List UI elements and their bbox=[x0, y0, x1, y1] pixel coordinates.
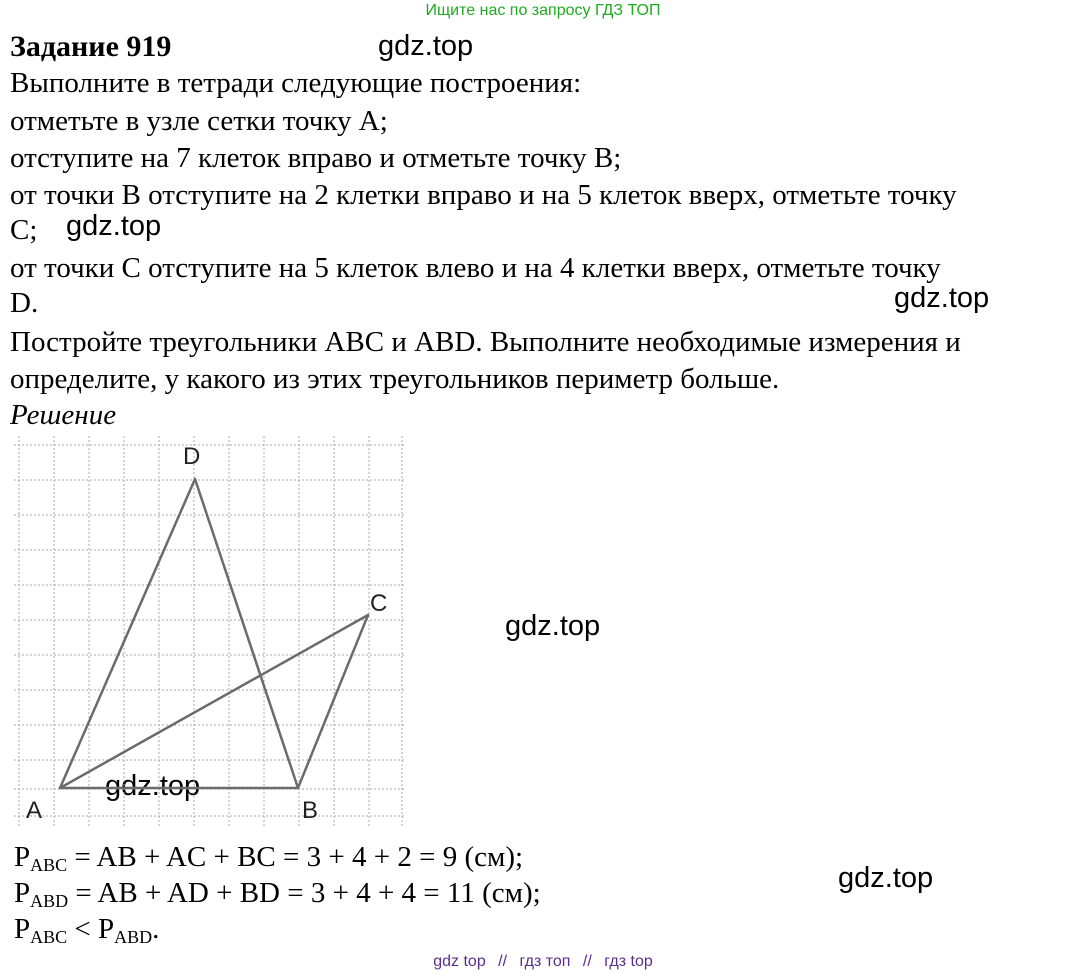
segment-db bbox=[195, 479, 298, 788]
triangle-figure bbox=[14, 436, 414, 826]
task-line-2: отметьте в узле сетки точку A; bbox=[10, 105, 388, 137]
task-line-3: отступите на 7 клеток вправо и отметьте точку B; bbox=[10, 142, 622, 174]
task-line-8: Постройте треугольники ABC и ABD. Выполните необходимые измерения и bbox=[10, 326, 961, 358]
formula-perimeter-abc: $P_{ABC}$ = AB + AC + BC = 3 + 4 + 2 = 9 (см); bbox=[14, 841, 524, 875]
point-label-b: B bbox=[302, 797, 319, 824]
task-line-4: от точки B отступите на 2 клетки вправо и на 5 клеток вверх, отметьте точку bbox=[10, 179, 957, 211]
point-label-d: D bbox=[183, 443, 201, 470]
triangle-lines bbox=[60, 479, 368, 788]
task-line-7: D. bbox=[10, 287, 39, 319]
footer-link-gdz-top-ru[interactable]: гдз топ bbox=[519, 953, 571, 970]
formula-perimeter-abd: $P_{ABD}$ = AB + AD + BD = 3 + 4 + 4 = 11 (см); bbox=[14, 877, 541, 911]
footer-link-gdz-top[interactable]: gdz top bbox=[433, 953, 486, 970]
watermark: gdz.top bbox=[894, 282, 990, 314]
task-line-9: определите, у какого из этих треугольников периметр больше. bbox=[10, 363, 780, 395]
task-line-5: C; bbox=[10, 214, 38, 246]
footer-links bbox=[0, 953, 1086, 971]
segment-cb bbox=[298, 615, 368, 788]
grid bbox=[14, 436, 404, 826]
footer-link-gdz-top-mixed[interactable]: гдз top bbox=[604, 953, 653, 970]
top-banner: Ищите нас по запросу ГДЗ ТОП bbox=[425, 2, 661, 19]
watermark: gdz.top bbox=[66, 210, 162, 242]
footer-separator: // bbox=[582, 953, 592, 970]
footer-separator: // bbox=[498, 953, 508, 970]
watermark: gdz.top bbox=[378, 30, 474, 62]
task-line-1: Выполните в тетради следующие построения: bbox=[10, 67, 582, 99]
segment-ad bbox=[60, 479, 195, 788]
segment-ac bbox=[60, 615, 368, 788]
task-line-6: от точки C отступите на 5 клеток влево и на 4 клетки вверх, отметьте точку bbox=[10, 252, 941, 284]
watermark: gdz.top bbox=[838, 862, 934, 894]
point-label-c: C bbox=[370, 590, 388, 617]
watermark: gdz.top bbox=[505, 610, 601, 642]
watermark: gdz.top bbox=[105, 770, 201, 802]
solution-label: Решение bbox=[10, 399, 117, 431]
task-title: Задание 919 bbox=[10, 30, 172, 63]
formula-comparison: $P_{ABC} < P_{ABD}$. bbox=[14, 913, 160, 947]
point-label-a: A bbox=[26, 797, 43, 824]
